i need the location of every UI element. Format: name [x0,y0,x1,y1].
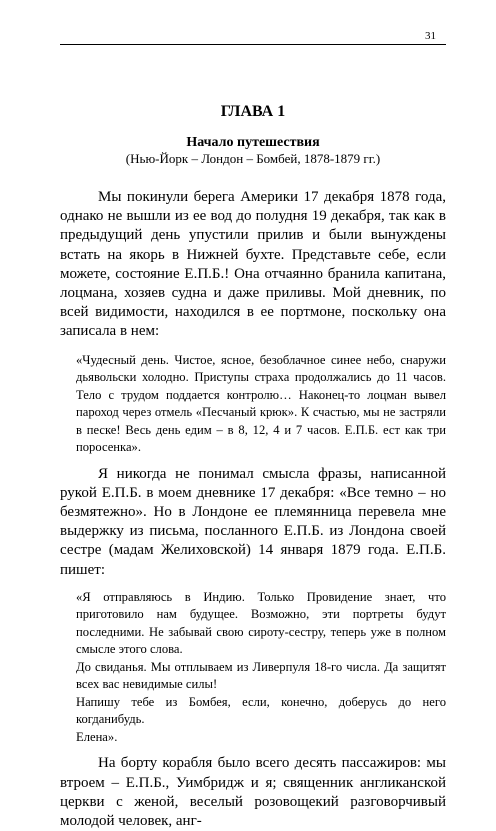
chapter-heading: ГЛАВА 1 [220,103,286,120]
section-subtitle: (Нью-Йорк – Лондон – Бомбей, 1878-1879 гг.) [125,151,381,166]
body-paragraph: На борту корабля было всего десять пассажиров: мы втроем – Е.П.Б., Уимбридж и я; священник англиканской церкви с женой, веселый розовощекий разговорчивый молодой человек, анг- [60,755,446,829]
quote-line: «Я отправляюсь в Индию. Только Провидение знает, что приготовило нам будущее. Возможно, эти портреты будут последними. Не забывай свою сироту-сестру, теперь уже в полном смысле этого слова. [76,589,446,657]
header-rule [60,44,446,45]
quote-text: «Чудесный день. Чистое, ясное, безоблачное синее небо, снаружи дьявольски холодно. Приступы страха продолжались до 11 часов. Тело с трудом поддается контролю… Наконец-то лоцман вывел пароход через отмель «Песчаный крюк». К счастью, мы не застряли в песке! Весь день едим – в 8, 12, 4 и 7 часов. Е.П.Б. ест как три поросенка». [76,352,446,455]
diary-quote [76,352,446,457]
body-paragraph: Я никогда не понимал смысла фразы, написанной рукой Е.П.Б. в моем дневнике 17 декабря: «Все темно – но безмятежно». Но в Лондоне ее племянница перевела мне выдержку из письма, посланного Е.П.Б. из Лондона своей сестре (мадам Желиховской) 14 января 1879 года. Е.П.Б. пишет: [60,465,446,578]
quote-line: Напишу тебе из Бомбея, если, конечно, доберусь до него когданибудь. [76,694,446,727]
page-content [60,102,446,831]
quote-signature: Елена». [76,729,118,744]
section-title: Начало путешествия [186,135,320,150]
body-paragraph: Мы покинули берега Америки 17 декабря 1878 года, однако не вышли из ее вод до полудня 19 декабря, так как в предыдущий день упустили прилив и были вынуждены встать на якорь в Нижней бухте. Представьте себе, если можете, состояние Е.П.Б.! Она отчаянно бранила капитана, лоцмана, хозяев судна и даже приливы. Мой дневник, по всей видимости, находился в ее портмоне, поскольку она записала в нем: [60,189,446,340]
page-number: 31 [425,30,436,42]
quote-line: До свиданья. Мы отплываем из Ливерпуля 18-го числа. Да защитят всех вас невидимые силы! [76,659,446,692]
